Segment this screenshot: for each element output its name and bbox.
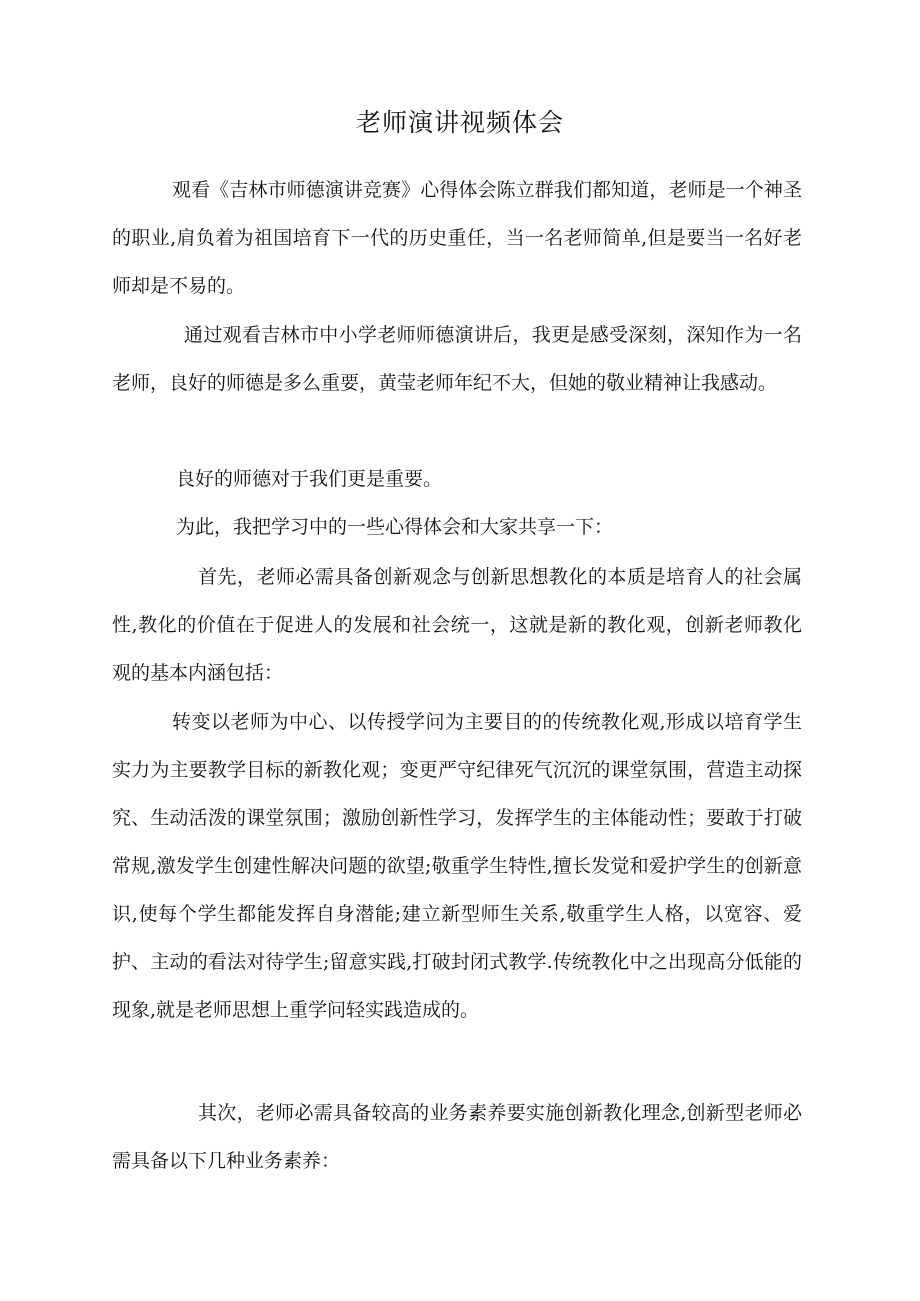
paragraph-4: 为此，我把学习中的一些心得体会和大家共享一下： — [176, 516, 614, 538]
paragraph-6: 转变以老师为中心、以传授学问为主要目的的传统教化观,形成以培育学生实力为主要教学目标的新教化观；变更严守纪律死气沉沉的课堂氛围，营造主动探究、生动活泼的课堂氛围；激励创新性学习，发挥学生的主体能动性；要敢于打破常规,激发学生创建性解决问题的欲望;敬重学生特性,擅长发觉和爱护学生的创新意识,使每个学生都能发挥自身潜能;建立新型师生关系,敬重学生人格，以宽容、爱护、主动的看法对待学生;留意实践,打破封闭式教学.传统教化中之出现高分低能的现象,就是老师思想上重学问轻实践造成的。 — [112, 711, 802, 1021]
paragraph-1: 观看《吉林市师德演讲竞赛》心得体会陈立群我们都知道，老师是一个神圣的职业,肩负着为祖国培育下一代的历史重任，当一名老师简单,但是要当一名好老师却是不易的。 — [112, 179, 802, 297]
paragraph-3: 良好的师德对于我们更是重要。 — [176, 468, 443, 490]
paragraph-2: 通过观看吉林市中小学老师师德演讲后，我更是感受深刻，深知作为一名老师，良好的师德是多么重要，黄莹老师年纪不大，但她的敬业精神让我感动。 — [112, 324, 802, 394]
paragraph-5: 首先，老师必需具备创新观念与创新思想教化的本质是培育人的社会属性,教化的价值在于促进人的发展和社会统一，这就是新的教化观，创新老师教化观的基本内涵包括： — [112, 566, 802, 684]
document-title: 老师演讲视频体会 — [355, 108, 564, 137]
paragraph-7: 其次，老师必需具备较高的业务素养要实施创新教化理念,创新型老师必需具备以下几种业务素养： — [112, 1102, 802, 1172]
